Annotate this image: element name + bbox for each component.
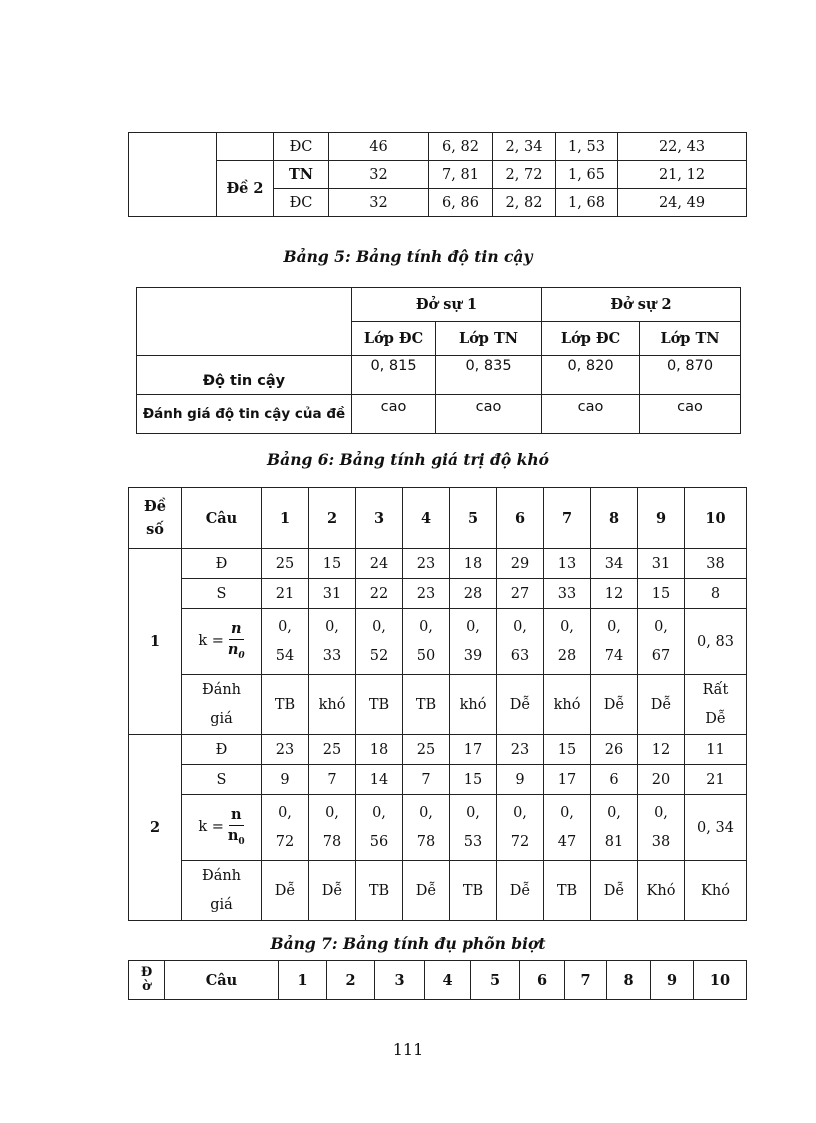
value-cell: 33	[544, 579, 591, 609]
value-cell: 0, 815	[352, 356, 436, 395]
k-value-cell	[309, 609, 356, 675]
table7-caption: Bảng 7: Bảng tính đụ phõn biợt	[270, 934, 546, 953]
k-value-cell	[262, 609, 309, 675]
value-cell: 12	[591, 579, 638, 609]
n-cell: 46	[329, 133, 429, 161]
value-cell: 15	[450, 765, 497, 795]
n-cell: 32	[329, 161, 429, 189]
k-value-int: 0,	[654, 619, 668, 636]
eval-text: Dễ	[705, 710, 726, 727]
header-cell: Lớp TN	[640, 322, 741, 356]
de-number: 1	[129, 549, 182, 735]
table-row	[129, 735, 747, 765]
fraction-denominator: $n_0$	[227, 827, 245, 848]
class-cell: ĐC	[274, 189, 329, 217]
k-formula-text	[198, 619, 245, 662]
k-value-frac: 78	[322, 833, 342, 850]
row-label: S	[182, 765, 262, 795]
class-cell: ĐC	[274, 133, 329, 161]
header-text: Đề	[144, 497, 166, 515]
eval-label: Đánh	[201, 868, 242, 885]
table-row	[129, 765, 747, 795]
k-value-int: 0,	[654, 805, 668, 822]
results-table-continued	[128, 132, 747, 217]
eval-cell: Dễ	[591, 861, 638, 921]
k-value-int: 0,	[607, 619, 621, 636]
col-header: 7	[544, 488, 591, 549]
value-cell: 0, 835	[436, 356, 542, 395]
se-cell: 1, 68	[556, 189, 618, 217]
value-cell: cao	[436, 395, 542, 434]
group-cell	[217, 133, 274, 161]
k-value-cell	[403, 609, 450, 675]
table-header-row	[129, 961, 747, 1000]
reliability-table	[136, 287, 741, 434]
k-value-cell	[356, 609, 403, 675]
k-value-int: 0,	[513, 619, 527, 636]
table-row	[129, 579, 747, 609]
k-value-cell	[544, 795, 591, 861]
empty-cell	[137, 288, 352, 356]
value-cell: 25	[309, 735, 356, 765]
header-text: số	[146, 521, 164, 538]
header-cell: Đở sự 2	[542, 288, 741, 322]
k-value-frac: 74	[604, 647, 624, 664]
value-cell: 17	[544, 765, 591, 795]
col-header: 2	[327, 961, 375, 1000]
value-cell: 12	[638, 735, 685, 765]
value-cell: 20	[638, 765, 685, 795]
k-value-cell	[591, 609, 638, 675]
k-value-frac: 28	[557, 647, 577, 664]
table-row	[129, 161, 747, 189]
eval-cell: Khó	[685, 861, 747, 921]
value-cell: 23	[262, 735, 309, 765]
eval-label: giá	[210, 710, 233, 727]
k-value-cell	[262, 795, 309, 861]
value-cell: cao	[542, 395, 640, 434]
col-header: 5	[471, 961, 520, 1000]
col-header: 4	[425, 961, 471, 1000]
fraction-numerator: n	[229, 622, 244, 641]
eval-cell: Khó	[638, 861, 685, 921]
se-cell: 1, 53	[556, 133, 618, 161]
table5-caption: Bảng 5: Bảng tính độ tin cậy	[283, 247, 533, 266]
eval-label: giá	[210, 896, 233, 913]
k-value-frac: 63	[510, 647, 530, 664]
k-value-frac: 38	[651, 833, 671, 850]
col-header: 6	[520, 961, 565, 1000]
k-value-cell	[497, 609, 544, 675]
sd-cell: 2, 72	[493, 161, 556, 189]
k-value-cell	[309, 795, 356, 861]
k-value-frac: 33	[322, 647, 342, 664]
header-cell: Đở sự 1	[352, 288, 542, 322]
eval-cell: TB	[544, 861, 591, 921]
header-cau: Câu	[182, 488, 262, 549]
k-value-cell	[497, 795, 544, 861]
k-value-int: 0,	[372, 805, 386, 822]
k-value-cell	[591, 795, 638, 861]
eval-label: Đánh	[201, 682, 242, 699]
eval-cell: TB	[262, 675, 309, 735]
col-header: 9	[638, 488, 685, 549]
k-value-cell	[450, 609, 497, 675]
value-cell: cao	[640, 395, 741, 434]
header-cell: Lớp ĐC	[352, 322, 436, 356]
k-value-int: 0,	[372, 619, 386, 636]
k-value-int: 0,	[325, 805, 339, 822]
k-prefix: k =	[198, 633, 224, 650]
table-row	[129, 675, 747, 735]
fraction	[227, 619, 245, 662]
col-header: 7	[565, 961, 607, 1000]
mean-cell: 6, 82	[429, 133, 493, 161]
row-label: Độ tin cậy	[137, 356, 352, 395]
k-value-frac: 54	[275, 647, 295, 664]
value-cell: 38	[685, 549, 747, 579]
value-cell: 0, 870	[640, 356, 741, 395]
fraction-denominator: $n_0$	[227, 641, 245, 662]
col-header: 3	[375, 961, 425, 1000]
se-cell: 1, 65	[556, 161, 618, 189]
value-cell: 14	[356, 765, 403, 795]
table-row	[129, 795, 747, 861]
k-value-int: 0,	[419, 805, 433, 822]
col-header: 3	[356, 488, 403, 549]
sd-cell: 2, 34	[493, 133, 556, 161]
col-header: 10	[685, 488, 747, 549]
value-cell: 15	[544, 735, 591, 765]
k-value-int: 0,	[466, 805, 480, 822]
value-cell: 25	[262, 549, 309, 579]
k-value-frac: 52	[369, 647, 389, 664]
eval-cell: Dễ	[309, 861, 356, 921]
value-cell: 18	[450, 549, 497, 579]
eval-cell: khó	[309, 675, 356, 735]
value-cell: 0, 820	[542, 356, 640, 395]
k-value-int: 0,	[466, 619, 480, 636]
header-cau: Câu	[165, 961, 279, 1000]
table-header-row	[129, 488, 747, 549]
table-row	[129, 609, 747, 675]
row-label: Đ	[182, 735, 262, 765]
header-de-so	[129, 961, 165, 1000]
k-value-frac: 47	[557, 833, 577, 850]
k-value-cell	[356, 795, 403, 861]
value-cell: 7	[309, 765, 356, 795]
col-header: 2	[309, 488, 356, 549]
col-header: 8	[607, 961, 651, 1000]
eval-cell: Dễ	[497, 675, 544, 735]
k-value-cell: 0, 34	[685, 795, 747, 861]
table-row	[137, 356, 741, 395]
de-number: 2	[129, 735, 182, 921]
k-value-frac: 81	[604, 833, 624, 850]
eval-cell: Dễ	[262, 861, 309, 921]
k-formula	[182, 609, 262, 675]
col-header: 6	[497, 488, 544, 549]
k-value-int: 0,	[278, 805, 292, 822]
k-value-frac: 78	[416, 833, 436, 850]
table-row	[129, 133, 747, 161]
value-cell: 7	[403, 765, 450, 795]
eval-text: Rất	[702, 682, 729, 699]
eval-cell: Dễ	[591, 675, 638, 735]
value-cell: 24	[356, 549, 403, 579]
empty-cell	[129, 133, 217, 217]
k-value-int: 0,	[560, 619, 574, 636]
fraction-numerator: n	[229, 808, 244, 827]
value-cell: 23	[403, 579, 450, 609]
k-prefix: k =	[198, 819, 224, 836]
eval-cell: TB	[403, 675, 450, 735]
eval-cell: Dễ	[403, 861, 450, 921]
table-row	[137, 288, 741, 322]
value-cell: 21	[262, 579, 309, 609]
value-cell: 8	[685, 579, 747, 609]
value-cell: 15	[309, 549, 356, 579]
k-value-cell	[638, 609, 685, 675]
k-value-frac: 50	[416, 647, 436, 664]
cv-cell: 24, 49	[618, 189, 747, 217]
eval-cell: TB	[356, 675, 403, 735]
value-cell: 31	[309, 579, 356, 609]
header-cell: Lớp ĐC	[542, 322, 640, 356]
cv-cell: 21, 12	[618, 161, 747, 189]
k-formula	[182, 795, 262, 861]
value-cell: 6	[591, 765, 638, 795]
value-cell: 26	[591, 735, 638, 765]
table6-caption: Bảng 6: Bảng tính giá trị độ khó	[267, 450, 549, 469]
k-value-cell	[450, 795, 497, 861]
table-row	[129, 549, 747, 579]
value-cell: 25	[403, 735, 450, 765]
eval-cell: TB	[356, 861, 403, 921]
mean-cell: 6, 86	[429, 189, 493, 217]
value-cell: 21	[685, 765, 747, 795]
header-de-so	[129, 488, 182, 549]
k-value-frac: 72	[510, 833, 530, 850]
k-value-cell	[638, 795, 685, 861]
table-row	[129, 861, 747, 921]
sd-cell: 2, 82	[493, 189, 556, 217]
col-header: 1	[262, 488, 309, 549]
row-label: Đ	[182, 549, 262, 579]
eval-cell: TB	[450, 861, 497, 921]
row-label	[182, 675, 262, 735]
header-text: Đ	[140, 964, 153, 980]
col-header: 5	[450, 488, 497, 549]
k-value-int: 0,	[560, 805, 574, 822]
value-cell: 17	[450, 735, 497, 765]
value-cell: 28	[450, 579, 497, 609]
row-label: Đánh giá độ tin cậy của đề	[137, 395, 352, 434]
k-value-frac: 56	[369, 833, 389, 850]
eval-cell: Dễ	[638, 675, 685, 735]
k-value-frac: 53	[463, 833, 483, 850]
value-cell: 23	[403, 549, 450, 579]
cv-cell: 22, 43	[618, 133, 747, 161]
row-label	[182, 861, 262, 921]
col-header: 1	[279, 961, 327, 1000]
k-value-int: 0,	[278, 619, 292, 636]
value-cell: 34	[591, 549, 638, 579]
value-cell: 27	[497, 579, 544, 609]
k-value-int: 0,	[419, 619, 433, 636]
n-cell: 32	[329, 189, 429, 217]
value-cell: 13	[544, 549, 591, 579]
page-number: 111	[392, 1040, 424, 1059]
col-header: 4	[403, 488, 450, 549]
eval-cell: khó	[450, 675, 497, 735]
value-cell: 31	[638, 549, 685, 579]
value-cell: 9	[262, 765, 309, 795]
k-value-int: 0,	[513, 805, 527, 822]
value-cell: cao	[352, 395, 436, 434]
discrimination-table	[128, 960, 747, 1000]
header-cell: Lớp TN	[436, 322, 542, 356]
k-value-cell	[403, 795, 450, 861]
group-cell: Đề 2	[217, 161, 274, 217]
table-row	[137, 395, 741, 434]
k-value-cell	[544, 609, 591, 675]
eval-cell: khó	[544, 675, 591, 735]
col-header: 9	[651, 961, 694, 1000]
value-cell: 9	[497, 765, 544, 795]
k-value-int: 0,	[325, 619, 339, 636]
eval-cell: Dễ	[497, 861, 544, 921]
value-cell: 18	[356, 735, 403, 765]
fraction	[227, 805, 245, 848]
k-value-int: 0,	[607, 805, 621, 822]
value-cell: 23	[497, 735, 544, 765]
class-cell: TN	[274, 161, 329, 189]
value-cell: 15	[638, 579, 685, 609]
header-text: ờ	[142, 979, 151, 994]
k-value-frac: 72	[275, 833, 295, 850]
col-header: 10	[694, 961, 747, 1000]
mean-cell: 7, 81	[429, 161, 493, 189]
value-cell: 11	[685, 735, 747, 765]
value-cell: 22	[356, 579, 403, 609]
k-value-frac: 39	[463, 647, 483, 664]
k-formula-text	[198, 805, 245, 848]
k-value-frac: 67	[651, 647, 671, 664]
col-header: 8	[591, 488, 638, 549]
difficulty-table	[128, 487, 747, 921]
k-value-cell: 0, 83	[685, 609, 747, 675]
value-cell: 29	[497, 549, 544, 579]
eval-cell	[685, 675, 747, 735]
row-label: S	[182, 579, 262, 609]
